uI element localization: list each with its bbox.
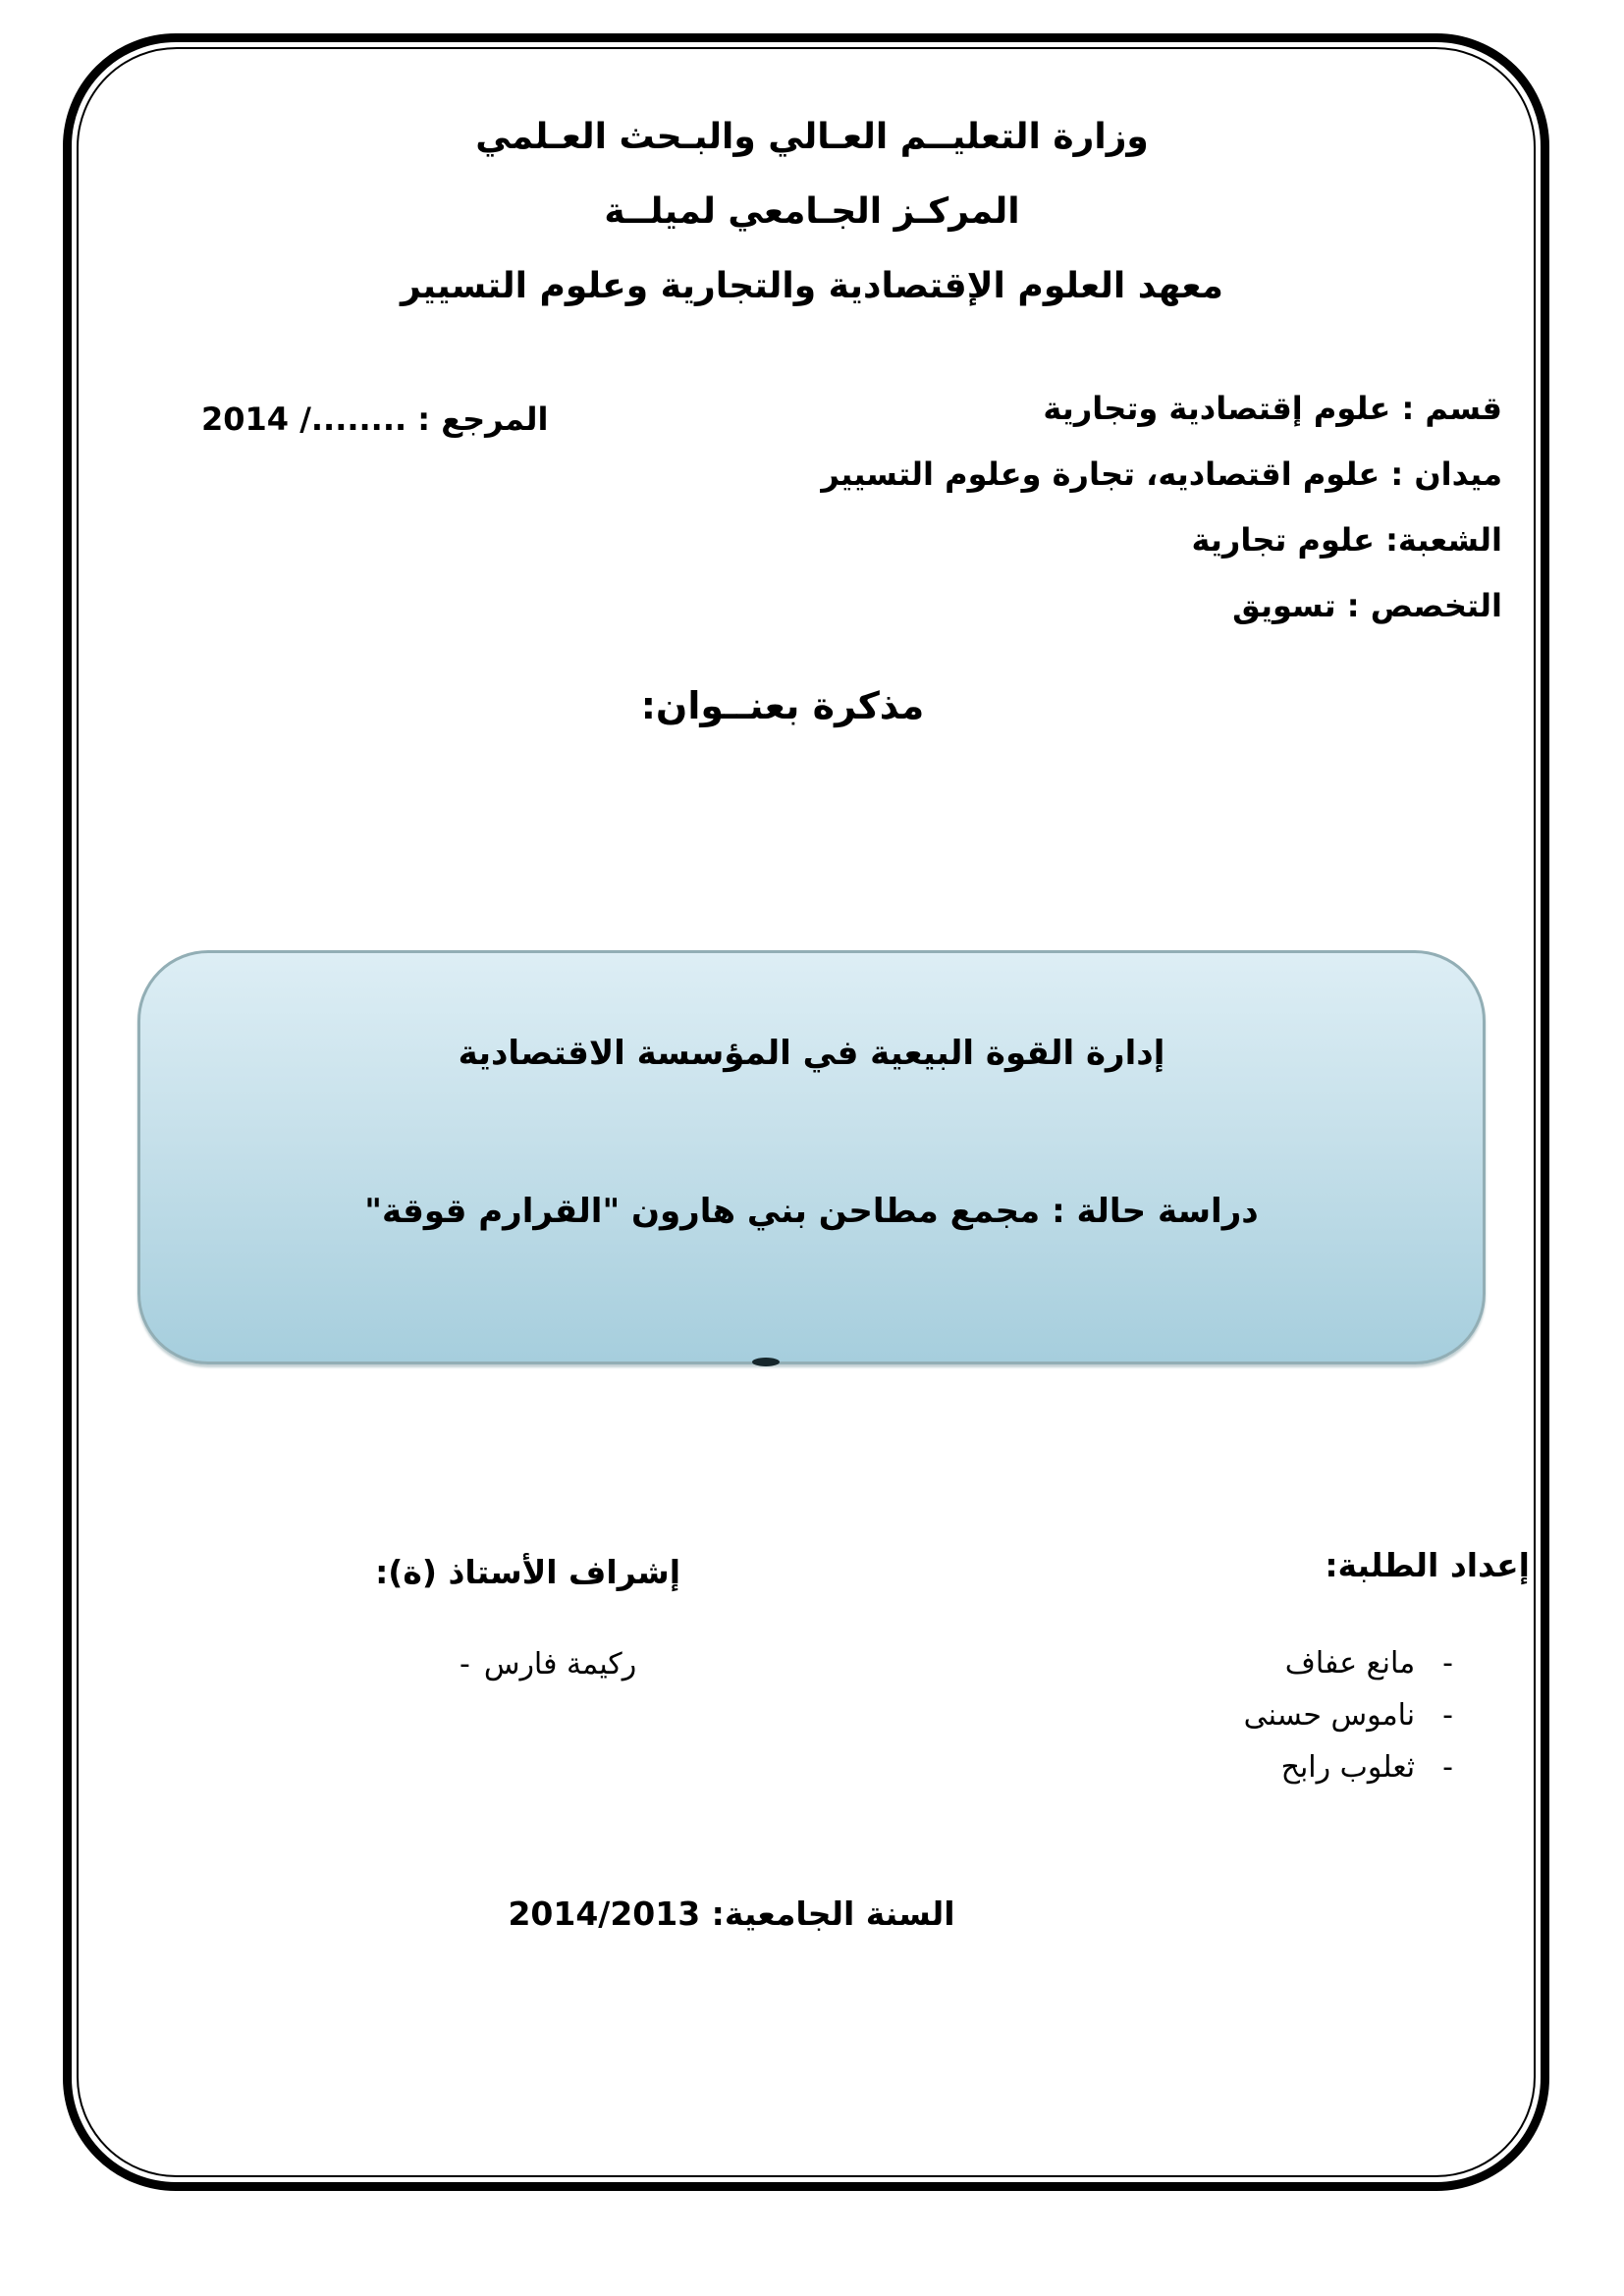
student-name: مانع عفاف xyxy=(1284,1646,1416,1681)
memoir-label: مذكرة بعنــوان: xyxy=(640,684,925,727)
supervisor-label: إشراف الأستاذ (ة): xyxy=(375,1553,680,1591)
thesis-title: إدارة القوة البيعية في المؤسسة الاقتصادية xyxy=(458,1034,1165,1073)
student-row xyxy=(1244,1741,1453,1793)
case-study-line: دراسة حالة : مجمع مطاحن بني هارون "القرارم قوقة" xyxy=(364,1192,1259,1231)
title-box xyxy=(137,950,1486,1364)
student-row xyxy=(1244,1637,1453,1689)
list-dash: - xyxy=(460,1647,470,1682)
university-title: المركـز الجـامعي لميلــة xyxy=(604,191,1020,232)
department-line: قسم : علوم إقتصادية وتجارية xyxy=(1043,390,1502,427)
institute-title: معهد العلوم الإقتصادية والتجارية وعلوم التسيير xyxy=(401,266,1223,306)
students-label: إعداد الطلبة: xyxy=(1325,1546,1530,1584)
ministry-title: وزارة التعليــم العـالي والبـحث العـلمي xyxy=(475,117,1149,157)
students-list xyxy=(1244,1637,1453,1793)
box-bottom-mark xyxy=(752,1358,780,1366)
supervisor-name-row xyxy=(460,1647,636,1682)
field-line: ميدان : علوم اقتصاديه، تجارة وعلوم التسيير xyxy=(821,455,1502,493)
student-name: ثعلوب رابح xyxy=(1280,1750,1416,1785)
list-dash: - xyxy=(1442,1750,1453,1785)
student-row xyxy=(1244,1689,1453,1741)
header xyxy=(59,100,1565,324)
supervisor-name: ركيمة فارس xyxy=(483,1647,637,1682)
specialty-line: التخصص : تسويق xyxy=(1232,587,1502,624)
list-dash: - xyxy=(1442,1698,1453,1733)
reference-line: المرجع : ......../ 2014 xyxy=(201,400,549,438)
academic-info-block xyxy=(821,376,1502,639)
list-dash: - xyxy=(1442,1646,1453,1681)
branch-line: الشعبة: علوم تجارية xyxy=(1191,521,1502,559)
academic-year: السنة الجامعية: 2014/2013 xyxy=(508,1895,955,1933)
student-name: ناموس حسنى xyxy=(1243,1698,1416,1733)
